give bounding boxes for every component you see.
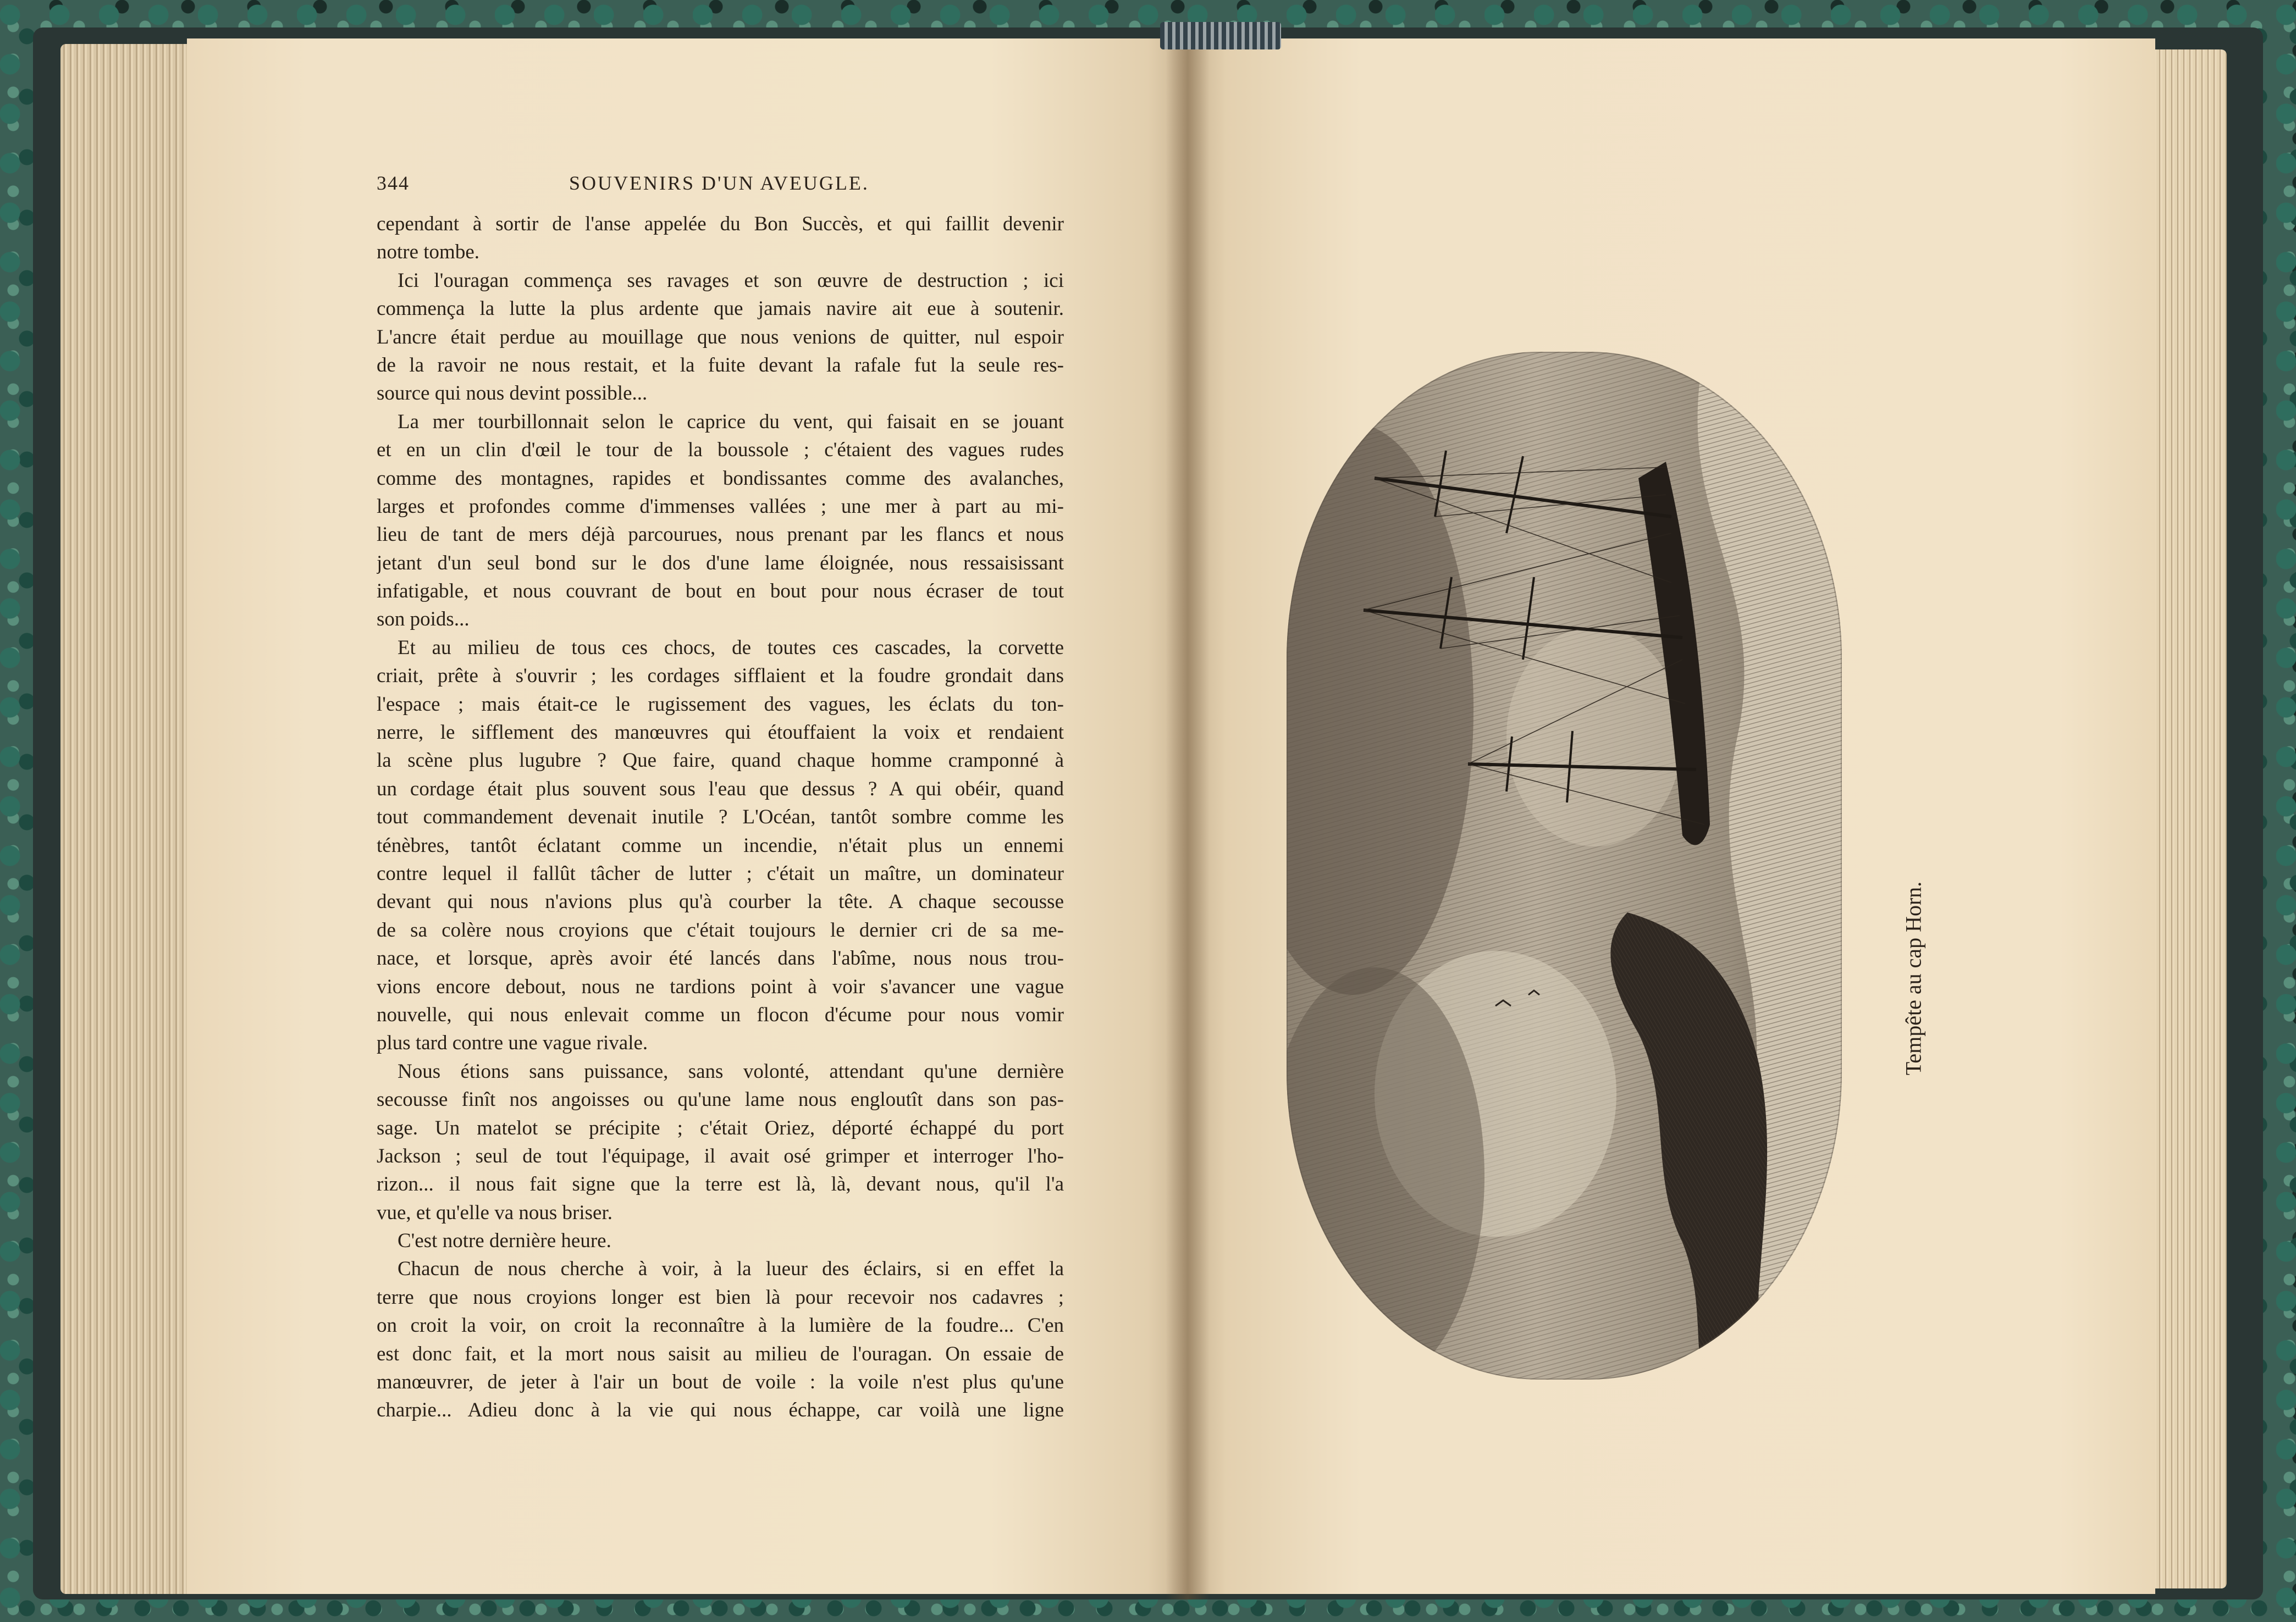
text-line: rizon... il nous fait signe que la terre est là, là, devant nous, qu'il l'a (377, 1173, 1064, 1196)
text-line: de sa colère nous croyions que c'était toujours le dernier cri de sa me- (377, 918, 1064, 942)
text-line: plus tard contre une vague rivale. (377, 1032, 648, 1055)
text-line: on croit la voir, on croit la reconnaître à la lumière de la foudre... C'en (377, 1314, 1064, 1337)
text-line: source qui nous devint possible... (377, 382, 648, 405)
text-line: Jackson ; seul de tout l'équipage, il avait osé grimper et interroger l'ho- (377, 1144, 1064, 1167)
text-line: manœuvrer, de jeter à l'air un bout de voile : la voile n'est plus qu'une (377, 1371, 1064, 1394)
text-line: commença la lutte la plus ardente que jamais navire ait eue à soutenir. (377, 297, 1064, 320)
text-line: notre tombe. (377, 241, 480, 264)
text-line: l'espace ; mais était-ce le rugissement des vagues, les éclats du ton- (377, 693, 1064, 716)
text-line: son poids... (377, 608, 470, 631)
text-line: devant qui nous n'avions plus qu'à courber la tête. A chaque secousse (377, 890, 1064, 914)
body-text (377, 210, 1064, 1425)
headband (1160, 22, 1281, 49)
text-line: secousse finît nos angoisses ou qu'une lame nous engloutît dans son pas- (377, 1088, 1064, 1111)
text-line: vions encore debout, nous ne tardions point à voir s'avancer une vague (377, 975, 1064, 998)
text-line: nouvelle, qui nous enlevait comme un flocon d'écume pour nous vomir (377, 1003, 1064, 1026)
text-line: L'ancre était perdue au mouillage que nous venions de quitter, nul espoir (377, 325, 1064, 348)
text-line: Et au milieu de tous ces chocs, de toutes ces cascades, la corvette (398, 636, 1064, 659)
text-line: nerre, le sifflement des manœuvres qui étouffaient la voix et rendaient (377, 721, 1064, 744)
text-line: un cordage était plus souvent sous l'eau que dessus ? A qui obéir, quand (377, 777, 1064, 800)
text-line: criait, prête à s'ouvrir ; les cordages sifflaient et la foudre grondait dans (377, 665, 1064, 688)
running-title: SOUVENIRS D'UN AVEUGLE. (569, 172, 869, 194)
text-line: Chacun de nous cherche à voir, à la lueur des éclairs, si en effet la (398, 1258, 1064, 1281)
text-line: Nous étions sans puissance, sans volonté, attendant qu'une dernière (398, 1060, 1064, 1083)
text-line: de la ravoir ne nous restait, et la fuite devant la rafale fut la seule res- (377, 353, 1064, 377)
text-line: terre que nous croyions longer est bien là pour recevoir nos cadavres ; (377, 1286, 1064, 1309)
book-gutter (1166, 33, 1210, 1599)
running-head (377, 171, 1064, 204)
text-line: lieu de tant de mers déjà parcourues, nous prenant par les flancs et nous (377, 523, 1064, 546)
text-line: jetant d'un seul bond sur le dos d'une lame éloignée, nous ressaisissant (377, 551, 1064, 574)
page-edges-left (60, 44, 203, 1594)
text-line: infatigable, et nous couvrant de bout en bout pour nous écraser de tout (377, 580, 1064, 603)
text-line: tout commandement devenait inutile ? L'Océan, tantôt sombre comme les (377, 806, 1064, 829)
text-line: La mer tourbillonnait selon le caprice du vent, qui faisait en se jouant (398, 410, 1064, 433)
page-number: 344 (377, 172, 410, 194)
text-line: ténèbres, tantôt éclatant comme un incendie, n'était plus un ennemi (377, 834, 1064, 857)
text-line: et en un clin d'œil le tour de la boussole ; c'étaient des vagues rudes (377, 439, 1064, 462)
text-line: cependant à sortir de l'anse appelée du Bon Succès, et qui faillit devenir (377, 213, 1064, 235)
text-line: contre lequel il fallût tâcher de lutter ; c'était un maître, un dominateur (377, 862, 1064, 885)
text-line: nace, et lorsque, après avoir été lancés dans l'abîme, nous nous trou- (377, 947, 1064, 970)
text-line: sage. Un matelot se précipite ; c'était Oriez, déporté échappé du port (377, 1116, 1064, 1139)
text-line: larges et profondes comme d'immenses vallées ; une mer à part au mi- (377, 495, 1064, 518)
text-line: vue, et qu'elle va nous briser. (377, 1201, 612, 1224)
text-line: est donc fait, et la mort nous saisit au milieu de l'ouragan. On essaie de (377, 1342, 1064, 1365)
text-line: charpie... Adieu donc à la vie qui nous échappe, car voilà une ligne (377, 1399, 1064, 1422)
ship-in-storm-engraving (1287, 352, 1842, 1380)
illustration-caption: Tempête au cap Horn. (1901, 881, 1926, 1076)
text-line: comme des montagnes, rapides et bondissantes comme des avalanches, (377, 467, 1064, 490)
text-line: C'est notre dernière heure. (398, 1230, 611, 1253)
text-line: la scène plus lugubre ? Que faire, quand chaque homme cramponné à (377, 749, 1064, 772)
page-edges-right (2144, 49, 2227, 1588)
text-line: Ici l'ouragan commença ses ravages et son œuvre de destruction ; ici (398, 269, 1064, 292)
